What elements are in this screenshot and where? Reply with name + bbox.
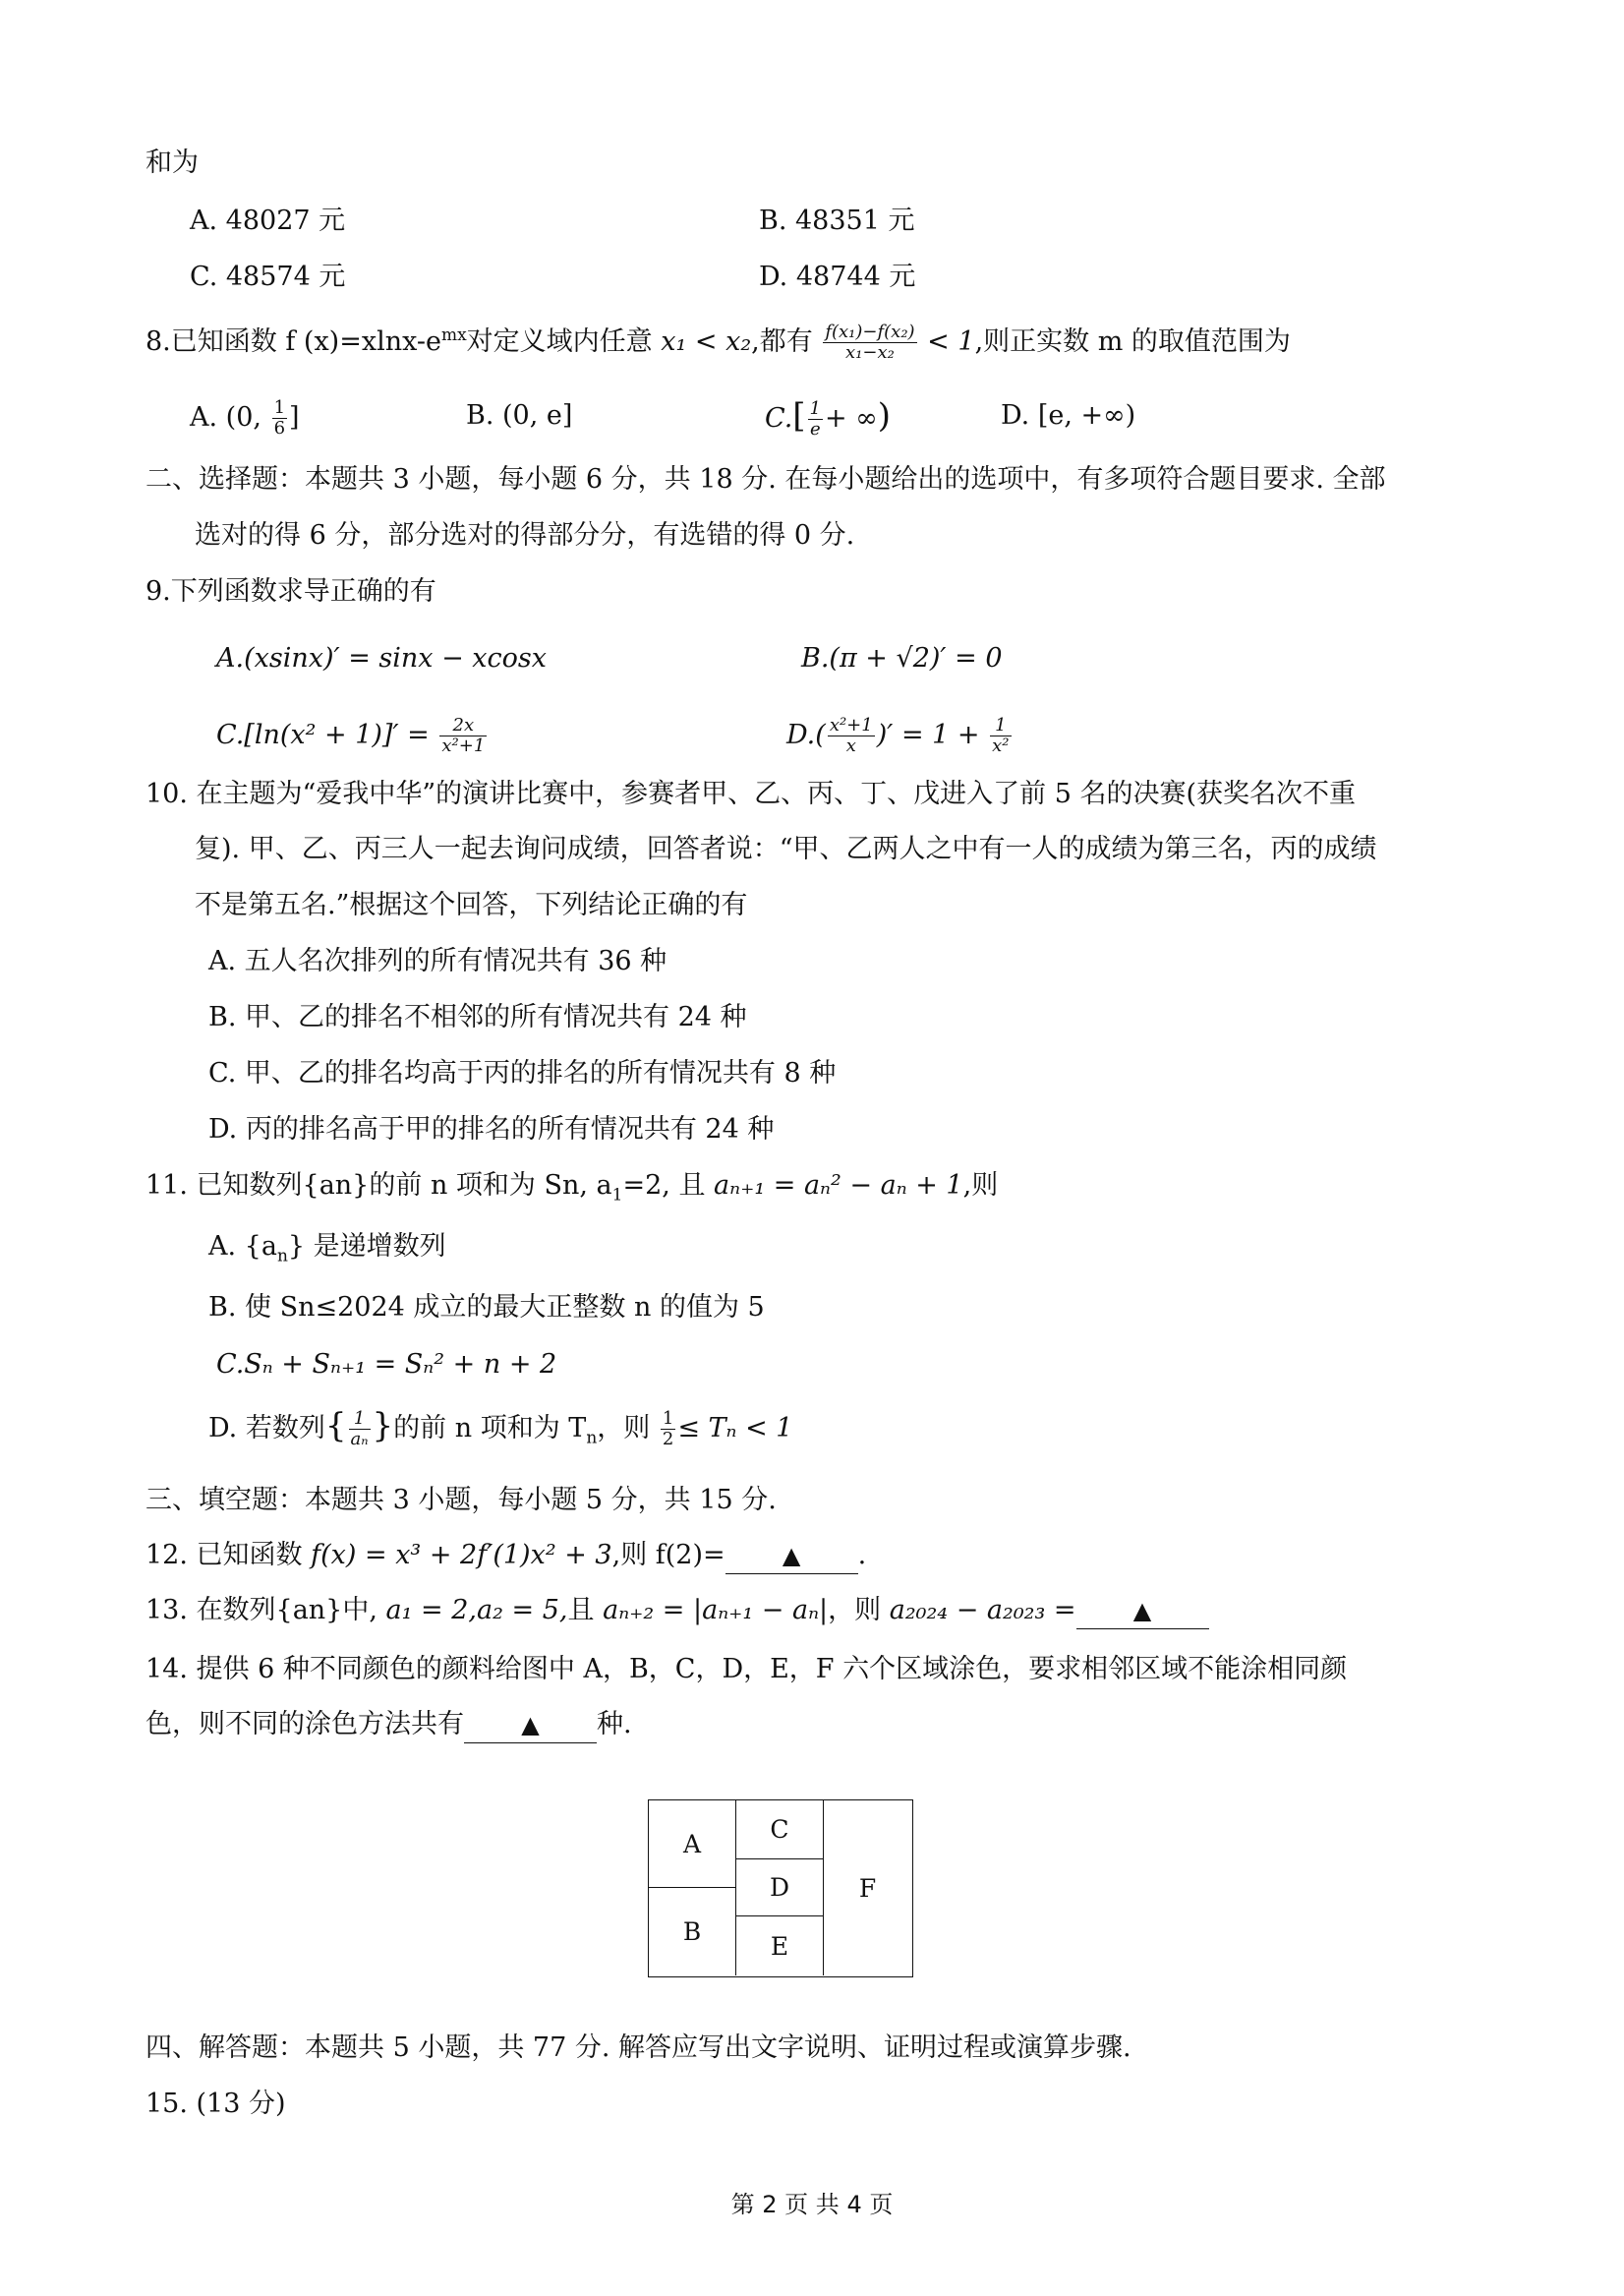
q10-option-b: B. 甲、乙的排名不相邻的所有情况共有 24 种	[208, 1002, 747, 1032]
q11-stem: 11. 已知数列{an}的前 n 项和为 Sn, $a_1=2$, 且 aₙ₊₁ = aₙ² − aₙ + 1,则	[145, 1170, 999, 1206]
q8-option-d: D. [e, +∞)	[1001, 400, 1136, 431]
q9-stem: 9.下列函数求导正确的有	[145, 576, 436, 607]
region-b: B	[649, 1888, 736, 1975]
q7-option-b: B. 48351 元	[759, 206, 915, 236]
section2-heading-cont: 选对的得 6 分，部分选对的得部分分，有选错的得 0 分.	[195, 520, 855, 551]
q7-option-c: C. 48574 元	[190, 262, 346, 292]
q14-stem-line2: 色，则不同的涂色方法共有 ▲ 种.	[145, 1707, 632, 1743]
q7-option-d: D. 48744 元	[759, 262, 916, 292]
region-f: F	[858, 1873, 877, 1903]
q12-answer-blank: ▲	[725, 1538, 858, 1574]
region-c: C	[736, 1800, 824, 1859]
q12-stem: 12. 已知函数 f(x) = x³ + 2f′(1)x² + 3,则 f(2)= ▲ .	[145, 1538, 866, 1574]
region-d: D	[736, 1859, 824, 1916]
q11-option-a: A. $\{a_n\}$ 是递增数列	[208, 1231, 446, 1266]
q13-stem: 13. 在数列{an}中, a₁ = 2,a₂ = 5,且 aₙ₊₂ = |aₙ₊₁ − aₙ|，则 a₂₀₂₄ − a₂₀₂₃ = ▲	[145, 1593, 1209, 1629]
q15-heading: 15. (13 分)	[145, 2089, 286, 2119]
q9-option-d: D.( $\frac{\text{x²+1}}{x}$ )′ = 1 + $\frac{1}{\text{x²}}$	[786, 715, 1010, 756]
q8-option-c: C.[ $\frac{1}{e}$ + ∞)	[765, 396, 891, 440]
q14-stem-line1: 14. 提供 6 种不同颜色的颜料给图中 A，B，C，D，E，F 六个区域涂色，要求相邻区域不能涂相同颜	[145, 1654, 1348, 1684]
q10-stem-line3: 不是第五名.”根据这个回答，下列结论正确的有	[195, 890, 748, 920]
section3-heading: 三、填空题：本题共 3 小题，每小题 5 分，共 15 分.	[145, 1485, 777, 1515]
q14-answer-blank: ▲	[464, 1707, 597, 1743]
page-footer: 第 2 页 共 4 页	[730, 2191, 894, 2218]
q11-option-c: C.Sₙ + Sₙ₊₁ = Sₙ² + n + 2	[216, 1349, 557, 1380]
q8-option-b: B. (0, e]	[466, 400, 573, 431]
q8-option-a: A. (0, $\frac{1}{6}$ ]	[190, 397, 300, 439]
q11-option-b: B. 使 Sn≤2024 成立的最大正整数 n 的值为 5	[208, 1292, 765, 1323]
region-a: A	[649, 1800, 736, 1888]
q9-option-b: B.(π + √2)′ = 0	[801, 643, 1003, 674]
q11-option-d: D. 若数列{ $\frac{1}{\text{aₙ}}$ }的前 n 项和为 $T_n$，则 $\frac{1}{2}$ ≤ Tₙ < 1	[208, 1406, 793, 1449]
q10-option-d: D. 丙的排名高于甲的排名的所有情况共有 24 种	[208, 1114, 775, 1145]
section2-heading: 二、选择题：本题共 3 小题，每小题 6 分，共 18 分. 在每小题给出的选项中，有多项符合题目要求. 全部	[145, 464, 1386, 495]
q10-stem-line1: 10. 在主题为“爱我中华”的演讲比赛中，参赛者甲、乙、丙、丁、戊进入了前 5 名的决赛(获奖名次不重	[145, 779, 1357, 809]
q10-option-c: C. 甲、乙的排名均高于丙的排名的所有情况共有 8 种	[208, 1058, 837, 1089]
q13-answer-blank: ▲	[1076, 1593, 1209, 1629]
q9-option-c: C.[ln(x² + 1)]′ = $\frac{2x}{\text{x²+1}}$	[216, 715, 486, 756]
q8-stem: 8.已知函数 f $(x)=xlnx-e^{mx}$对定义域内任意 x₁ < x₂,都有 $\frac{\text{f(x₁)−f(x₂)}}{\text{x₁−x₂}}$ < 1,则正实数 m 的取值范围为	[145, 322, 1291, 363]
q10-stem-line2: 复). 甲、乙、丙三人一起去询问成绩，回答者说：“甲、乙两人之中有一人的成绩为第三名，丙的成绩	[195, 834, 1377, 864]
q10-option-a: A. 五人名次排列的所有情况共有 36 种	[208, 946, 667, 976]
q9-option-a: A.(xsinx)′ = sinx − xcosx	[216, 643, 547, 674]
region-diagram	[648, 1799, 913, 1977]
region-e: E	[736, 1916, 824, 1975]
section4-heading: 四、解答题：本题共 5 小题，共 77 分. 解答应写出文字说明、证明过程或演算步骤.	[145, 2032, 1131, 2063]
q7-stem-tail: 和为	[145, 147, 199, 178]
q7-option-a: A. 48027 元	[190, 206, 346, 236]
